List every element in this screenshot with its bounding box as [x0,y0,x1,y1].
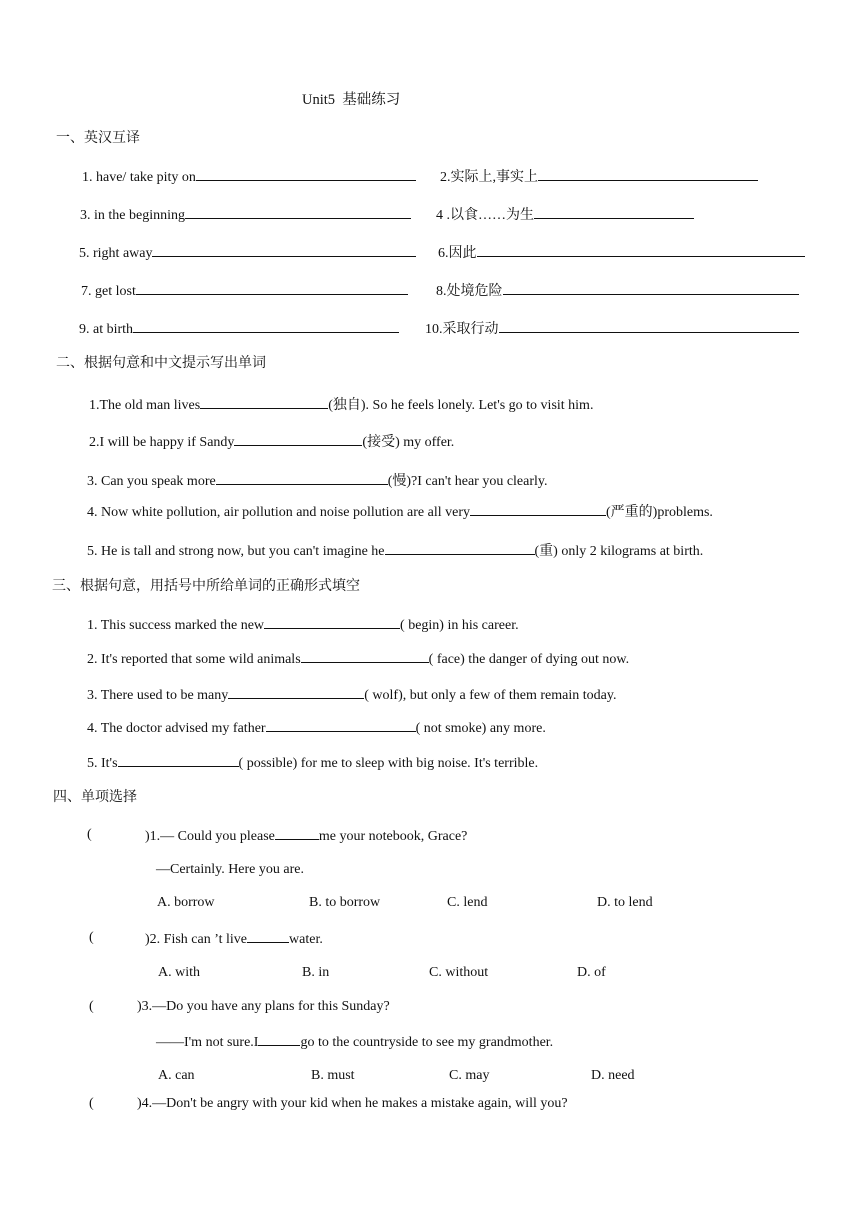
item-text: 5. right away [79,246,153,261]
answer-blank[interactable] [133,319,399,333]
option-a[interactable]: A. borrow [157,895,215,910]
item-text: 8.处境危险 [436,284,503,299]
question-text: 5. He is tall and strong now, but you can't imagine he [87,544,385,559]
question-text: (接受) my offer. [362,435,455,450]
question-text: (独自). So he feels lonely. Let's go to visit him. [328,398,594,413]
translation-item-8 [436,281,799,301]
translation-item-7 [81,281,408,301]
choice-question-4-paren: ( [89,1096,94,1111]
fill-question-2-1 [89,395,593,415]
answer-blank[interactable] [196,167,416,181]
question-text: ( not smoke) any more. [415,721,546,736]
answer-blank[interactable] [152,243,416,257]
fill-question-3-4 [87,718,546,738]
section2-heading: 二、根据句意和中文提示写出单词 [56,356,266,371]
answer-blank[interactable] [275,826,319,840]
fill-question-3-1 [87,615,519,635]
question-text: ( possible) for me to sleep with big noise. It's terrible. [238,756,539,771]
answer-blank[interactable] [266,718,416,732]
question-text: 3. Can you speak more [87,474,216,489]
question-text: 1. This success marked the new [87,618,265,633]
question-text: 2.I will be happy if Sandy [89,435,235,450]
translation-item-6 [438,243,805,263]
question-text: ——I'm not sure.I [156,1035,259,1050]
page-title: Unit5 基础练习 [302,92,401,108]
answer-blank[interactable] [136,281,408,295]
answer-blank[interactable] [247,929,289,943]
translation-item-10 [425,319,799,339]
answer-blank[interactable] [118,753,239,767]
fill-question-3-5 [87,753,538,773]
option-c[interactable]: C. without [429,965,489,980]
question-text: 1.The old man lives [89,398,201,413]
question-text: ( begin) in his career. [400,618,519,633]
item-text: 9. at birth [79,322,134,337]
option-b[interactable]: B. must [311,1068,355,1083]
choice-question-1-paren: ( [87,827,92,842]
option-c[interactable]: C. may [449,1068,490,1083]
fill-question-2-5 [87,541,703,561]
translation-item-3 [80,205,411,225]
question-text: go to the countryside to see my grandmother. [300,1035,554,1050]
question-text: (重) only 2 kilograms at birth. [534,544,704,559]
answer-blank[interactable] [264,615,400,629]
choice-question-4-stem: )4.—Don't be angry with your kid when he makes a mistake again, will you? [137,1096,568,1111]
answer-blank[interactable] [470,502,606,516]
option-a[interactable]: A. can [158,1068,195,1083]
item-text: 7. get lost [81,284,136,299]
question-text: 3. There used to be many [87,688,229,703]
question-text: me your notebook, Grace? [318,829,468,844]
item-text: 3. in the beginning [80,208,185,223]
answer-blank[interactable] [503,281,799,295]
answer-blank[interactable] [200,395,328,409]
answer-blank[interactable] [499,319,799,333]
fill-question-3-2 [87,649,629,669]
fill-question-2-3 [87,471,548,491]
answer-blank[interactable] [538,167,758,181]
question-text: water. [289,932,323,947]
section1-heading: 一、英汉互译 [56,131,140,146]
question-text: 4. The doctor advised my father [87,721,266,736]
option-d[interactable]: D. of [577,965,606,980]
choice-question-1-stem [145,826,467,846]
section4-heading: 四、单项选择 [53,790,137,805]
option-b[interactable]: B. in [302,965,330,980]
choice-question-1-reply: —Certainly. Here you are. [156,862,304,877]
translation-item-5 [79,243,416,263]
answer-blank[interactable] [477,243,805,257]
question-text: (严重的)problems. [606,505,713,520]
answer-blank[interactable] [216,471,388,485]
item-text: 1. have/ take pity on [82,170,196,185]
answer-blank[interactable] [234,432,362,446]
item-text: 2.实际上,事实上 [440,170,538,185]
answer-blank[interactable] [301,649,429,663]
fill-question-2-4 [87,502,713,522]
choice-question-2-paren: ( [89,930,94,945]
option-d[interactable]: D. need [591,1068,635,1083]
option-a[interactable]: A. with [158,965,200,980]
translation-item-2 [440,167,758,187]
option-c[interactable]: C. lend [447,895,488,910]
answer-blank[interactable] [385,541,535,555]
option-d[interactable]: D. to lend [597,895,653,910]
option-b[interactable]: B. to borrow [309,895,381,910]
answer-blank[interactable] [185,205,411,219]
choice-question-3-stem: )3.—Do you have any plans for this Sunday? [137,999,390,1014]
translation-item-9 [79,319,399,339]
item-text: 4 .以食……为生 [436,208,534,223]
question-text: 4. Now white pollution, air pollution and noise pollution are all very [87,505,470,520]
section3-heading: 三、根据句意，用括号中所给单词的正确形式填空 [52,579,360,594]
question-text: ( face) the danger of dying out now. [428,652,630,667]
answer-blank[interactable] [534,205,694,219]
question-text: 2. It's reported that some wild animals [87,652,301,667]
choice-question-3-paren: ( [89,999,94,1014]
answer-blank[interactable] [228,685,364,699]
item-text: 10.采取行动 [425,322,499,337]
question-text: ( wolf), but only a few of them remain today. [364,688,617,703]
question-text: (慢)?I can't hear you clearly. [387,474,548,489]
answer-blank[interactable] [258,1032,300,1046]
fill-question-3-3 [87,685,616,705]
choice-question-2-stem [145,929,323,949]
question-text: )1.— Could you please [145,829,275,844]
translation-item-1 [82,167,416,187]
question-text: )2. Fish can ’t live [145,932,248,947]
choice-question-3-reply [156,1032,553,1052]
fill-question-2-2 [89,432,454,452]
question-text: 5. It's [87,756,118,771]
item-text: 6.因此 [438,246,477,261]
translation-item-4 [436,205,694,225]
